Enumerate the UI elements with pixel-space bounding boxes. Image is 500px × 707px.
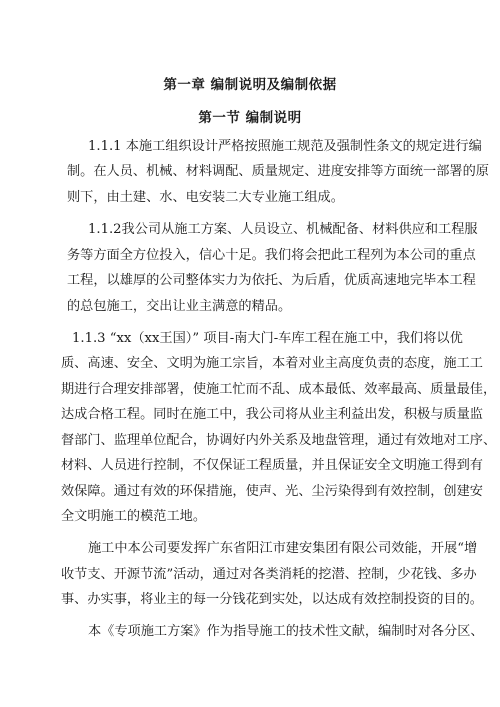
section-title: 第一节 编制说明 [198, 110, 302, 126]
paragraph-line: 施工中本公司要发挥广东省阳江市建安集团有限公司效能，开展“增 [88, 541, 478, 556]
paragraph-line: 务等方面全方位投入，信心十足。我们将会把此工程列为本公司的重点 [67, 248, 476, 263]
paragraph-line: 质、高速、安全、文明为施工宗旨，本着对业主高度负责的态度，施工工 [61, 356, 483, 371]
paragraph-line: 收节支、开源节流”活动，通过对各类消耗的挖潜、控制，少花钱、多办 [61, 567, 477, 582]
paragraph-line: 1.1.1 本施工组织设计严格按照施工规范及强制性条文的规定进行编 [88, 139, 482, 154]
paragraph-line: 工程，以雄厚的公司整体实力为依托、为后盾，优质高速地完毕本工程 [67, 273, 476, 288]
paragraph-line: 达成合格工程。同时在施工中，我公司将从业主利益出发，积极与质量监 [61, 407, 483, 422]
paragraph-line: 材料、人员进行控制，不仅保证工程质量，并且保证安全文明施工得到有 [61, 458, 483, 473]
paragraph-line: 效保障。通过有效的环保措施，使声、光、尘污染得到有效控制，创建安 [61, 484, 483, 499]
paragraph-line: 则下，由土建、水、电安装二大专业施工组成。 [67, 190, 344, 205]
paragraph-line: 督部门、监理单位配合，协调好内外关系及地盘管理，通过有效地对工序、 [61, 433, 497, 448]
paragraph-line: 事、办实事，将业主的每一分钱花到实处，以达成有效控制投资的目的。 [61, 592, 483, 607]
paragraph-line: 期进行合理安排部署，使施工忙而不乱、成本最低、效率最高、质量最佳， [61, 382, 497, 397]
paragraph-line: 1.1.2我公司从施工方案、人员设立、机械配备、材料供应和工程服 [88, 222, 478, 237]
paragraph-line: 1.1.3 “xx（xx王国）” 项目-南大门-车库工程在施工中，我们将以优 [72, 331, 463, 346]
paragraph-line: 制。在人员、机械、材料调配、质量规定、进度安排等方面统一部署的原 [67, 164, 489, 179]
paragraph-line: 全文明施工的模范工地。 [61, 509, 207, 524]
chapter-title: 第一章 编制说明及编制依据 [163, 77, 337, 93]
paragraph-line: 本《专项施工方案》作为指导施工的技术性文献，编制时对各分区、 [88, 624, 484, 639]
paragraph-line: 的总包施工，交出让业主满意的精品。 [67, 299, 292, 314]
